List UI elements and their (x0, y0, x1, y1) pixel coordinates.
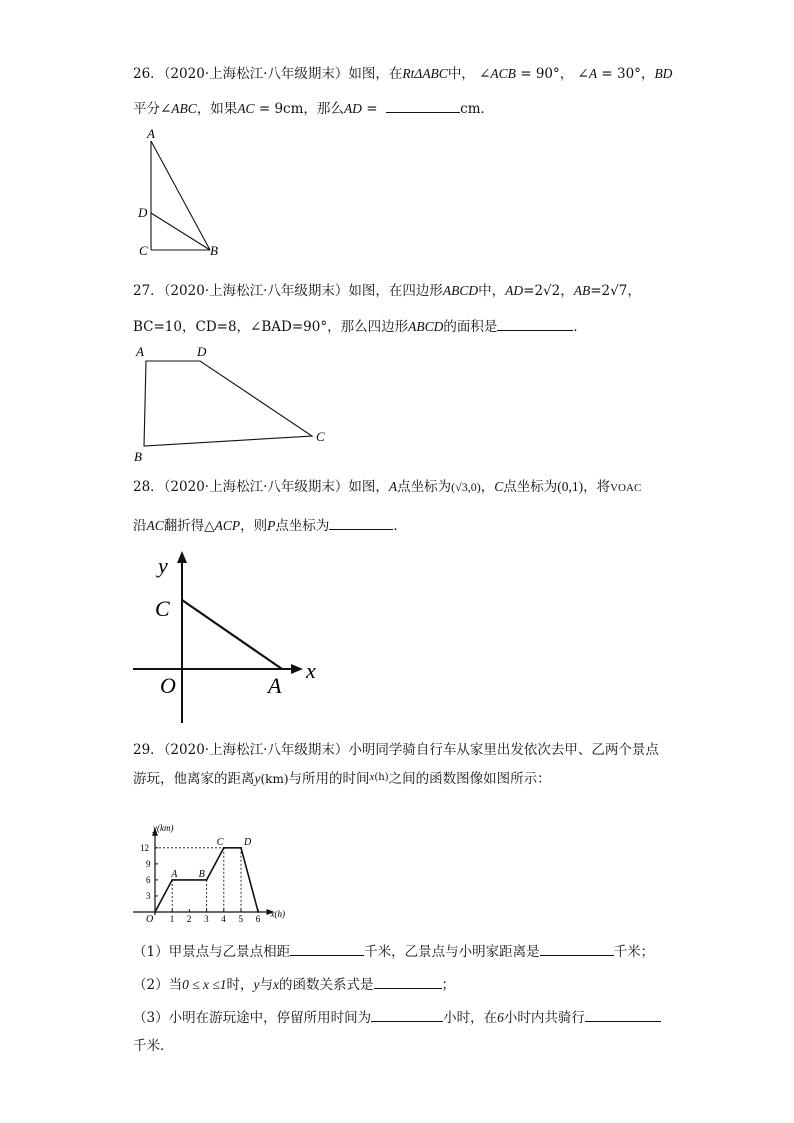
q28-acp: △ACP (204, 518, 241, 533)
q29-y-tick-label: 9 (146, 858, 151, 869)
q28-a: A (388, 479, 398, 494)
q29-text: ； (441, 977, 456, 993)
q29-axis-xlabel: x(h) (270, 909, 286, 919)
q28-text: ． (393, 518, 407, 534)
q29-text: 时， (226, 977, 254, 993)
q29-line2 (133, 768, 551, 788)
q29-x-tick-label: 3 (204, 914, 209, 924)
q27-number: 27． (133, 283, 164, 299)
q28-voac: VOAC (610, 482, 642, 494)
q29-y-tick-label: 3 (146, 890, 151, 901)
q29-data-point (206, 879, 208, 881)
q29-x: x (369, 771, 375, 783)
q29-x-tick-label: 1 (169, 914, 175, 924)
q27-answer-blank[interactable] (497, 317, 573, 331)
q26-label-a: A (147, 126, 155, 141)
q27-line2 (133, 317, 587, 336)
q29-data-point (154, 911, 156, 913)
q28-text: 点坐标为 (397, 479, 452, 495)
q26-unit: cm． (460, 101, 495, 117)
q29-blank-2[interactable] (540, 942, 614, 956)
q29-number: 29． (133, 742, 164, 758)
q27-label-d: D (197, 344, 207, 359)
q28-p: P (267, 518, 276, 533)
q27-ad: AD (505, 283, 524, 298)
q26-text: 如图，在 (348, 66, 403, 82)
q29-text: 小时内共骑行 (503, 1010, 585, 1026)
q29-x-tick-label: 6 (255, 914, 261, 924)
q26-ad: AD (343, 101, 362, 116)
q29-text: （2）当 (133, 977, 183, 993)
q29-data-point (240, 847, 242, 849)
q28-text: ，则 (240, 518, 268, 534)
q29-point-label-b: B (198, 868, 205, 880)
q29-text: 小时，在 (443, 1010, 498, 1026)
q29-point-label-a: A (171, 868, 178, 880)
q29-sub3 (133, 1008, 661, 1027)
q29-text: 千米． (133, 1038, 174, 1054)
q28-label-o: O (160, 673, 176, 698)
q28-text: 沿 (133, 518, 147, 534)
q29-blank-1[interactable] (290, 942, 364, 956)
q26-line2 (133, 99, 494, 118)
q29-y: y (253, 977, 260, 992)
q28-label-x: x (306, 658, 316, 683)
q29-point-label-c: C (216, 836, 224, 848)
q29-xh: (h) (374, 772, 389, 783)
q28-answer-blank[interactable] (329, 516, 393, 530)
q26-source: （2020·上海松江·八年级期末） (163, 66, 349, 82)
q26-text: 平分 (133, 101, 160, 117)
q27-text: BC=10，CD=8，∠BAD=90°，那么四边形 (133, 319, 409, 335)
q26-text: = 9cm，那么 (254, 101, 344, 117)
q26-angle-a: ∠A (577, 66, 598, 81)
q29-ykm: (km) (260, 772, 289, 786)
q29-sub3-cont (133, 1037, 174, 1055)
q26-angle-abc: ∠ABC (160, 101, 197, 116)
q29-x: x (273, 977, 280, 992)
q28-x-arrow-icon (291, 664, 303, 674)
q27-text: ． (573, 319, 587, 335)
q29-y-tick-label: 6 (146, 874, 151, 885)
q26-text: = (361, 101, 382, 117)
q27-figure (130, 340, 340, 465)
q29-data-point (257, 911, 259, 913)
q29-x-tick-label: 4 (221, 914, 226, 924)
q28-text: 如图， (348, 479, 389, 495)
q29-blank-5[interactable] (585, 1008, 661, 1022)
q26-angle-acb: ∠ACB (479, 66, 516, 81)
q27-line1 (133, 282, 641, 300)
q29-y: y (254, 771, 261, 786)
q29-x-tick-label: 2 (186, 914, 192, 924)
q28-coord-c: (0,1) (557, 479, 584, 494)
q27-label-a: A (136, 344, 144, 359)
q28-line2 (133, 516, 407, 535)
q29-condition: 0 ≤ x ≤1 (182, 977, 227, 992)
q28-segment-ca (182, 600, 282, 669)
q26-text: = 30°， (597, 66, 655, 82)
q29-axis-ylabel: y(km) (153, 822, 174, 833)
q26-text: = 90°， (515, 66, 574, 82)
q29-text: （1）甲景点与乙景点相距 (133, 944, 291, 960)
q26-bd: BD (654, 66, 673, 81)
q29-six: 6 (497, 1010, 504, 1025)
q29-text: 与 (259, 977, 274, 993)
q28-number: 28． (133, 479, 164, 495)
q29-text: 小明同学骑自行车从家里出发依次去甲、乙两个景点 (348, 742, 659, 758)
q29-text: 与所用的时间 (288, 771, 370, 787)
q28-figure (125, 545, 335, 730)
q26-ac: AC (237, 101, 255, 116)
q29-text: （3）小明在游玩途中，停留所用时间为 (133, 1010, 372, 1026)
q27-text: 的面积是 (443, 319, 498, 335)
q26-triangle: ΔABC (414, 66, 448, 81)
q29-x-tick-label: 5 (238, 914, 243, 924)
q29-point-label-d: D (244, 836, 252, 848)
q26-answer-blank[interactable] (386, 99, 460, 113)
q27-text: 中， (478, 283, 506, 299)
q28-label-y: y (158, 553, 168, 578)
q26-text: ，如果 (196, 101, 238, 117)
q26-label-d: D (138, 205, 148, 220)
q28-label-a: A (268, 673, 282, 698)
q26-rt: Rt (402, 66, 415, 81)
q29-origin-label: O (146, 914, 154, 925)
q28-label-c: C (155, 596, 170, 621)
q27-ab-value: =2√7， (590, 283, 641, 299)
q29-text: 千米，乙景点与小明家距离是 (364, 944, 540, 960)
q29-line1 (133, 741, 659, 759)
q29-chart (125, 800, 315, 930)
q29-sub2 (133, 975, 455, 994)
q28-coord-a: (√3,0) (451, 480, 481, 494)
q26-line1 (133, 65, 672, 83)
q27-ad-value: =2√2， (523, 283, 574, 299)
q28-line1 (133, 478, 641, 497)
q28-y-arrow-icon (177, 551, 187, 563)
q27-source: （2020·上海松江·八年级期末） (163, 283, 349, 299)
q27-label-b: B (134, 449, 142, 464)
q28-source: （2020·上海松江·八年级期末） (163, 479, 349, 495)
q29-text: 千米； (613, 944, 655, 960)
q28-text: ， (480, 479, 495, 495)
q28-text: 点坐标为 (275, 518, 330, 534)
q29-text: 的函数关系式是 (279, 977, 374, 993)
q27-abcd: ABCD (442, 283, 479, 298)
q27-label-c: C (316, 429, 325, 444)
q26-figure (130, 125, 250, 260)
q29-text: 之间的函数图像如图所示： (388, 771, 551, 787)
q29-sub1 (133, 942, 654, 961)
q29-source: （2020·上海松江·八年级期末） (163, 742, 349, 758)
q28-ac: AC (146, 518, 164, 533)
q28-text: 翻折得 (163, 518, 205, 534)
q29-y-tick-label: 12 (140, 842, 149, 853)
q28-text: 点坐标为 (503, 479, 558, 495)
q26-number: 26． (133, 66, 164, 82)
q26-text: 中， (447, 66, 475, 82)
q29-text: 游玩，他离家的距离 (133, 771, 255, 787)
q26-label-c: C (139, 243, 148, 258)
q28-text: ，将 (583, 479, 611, 495)
q29-blank-4[interactable] (371, 1008, 443, 1022)
q27-ab: AB (573, 283, 591, 298)
q26-label-b: B (210, 243, 218, 258)
q28-c: C (494, 479, 504, 494)
q27-abcd: ABCD (408, 319, 444, 334)
q27-text: 如图，在四边形 (348, 283, 443, 299)
q29-blank-3[interactable] (374, 975, 442, 989)
